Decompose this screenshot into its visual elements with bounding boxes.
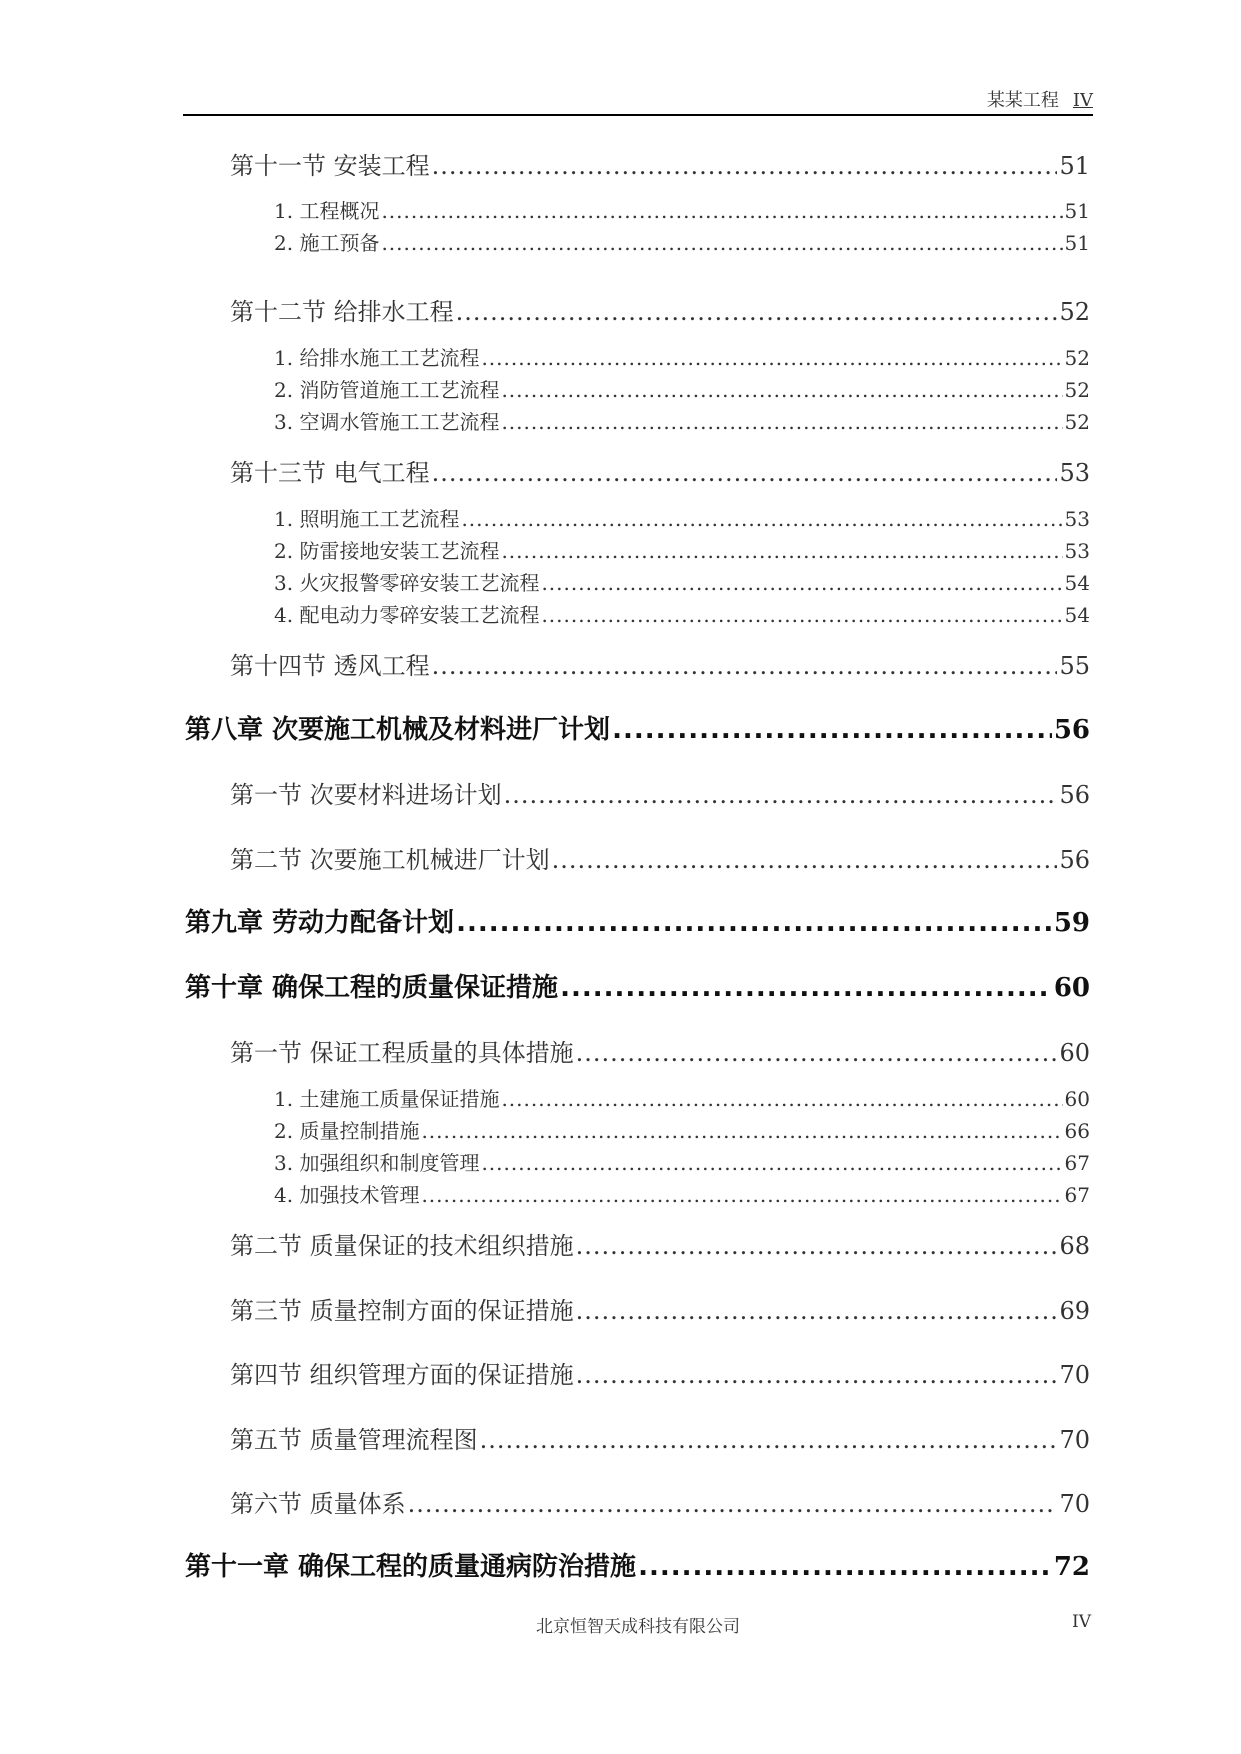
dot-leader xyxy=(456,298,1058,326)
toc-entry-title: 3. 加强组织和制度管理 xyxy=(274,1151,480,1175)
toc-entry-title: 第一节 次要材料进场计划 xyxy=(230,781,502,809)
toc-entry-page: 72 xyxy=(1053,1552,1090,1582)
toc-entry-page: 56 xyxy=(1059,781,1090,809)
dot-leader xyxy=(432,152,1058,180)
toc-entry-title: 2. 消防管道施工工艺流程 xyxy=(274,378,500,402)
toc-entry-item[interactable] xyxy=(274,599,1090,628)
dot-leader xyxy=(501,410,1062,434)
dot-leader xyxy=(432,459,1058,487)
toc-entry-section[interactable] xyxy=(230,775,1090,810)
dot-leader xyxy=(456,908,1052,938)
toc-entry-chapter[interactable] xyxy=(185,709,1090,746)
toc-entry-item[interactable] xyxy=(274,1147,1090,1176)
dot-leader xyxy=(552,846,1058,874)
toc-entry-page: 52 xyxy=(1064,410,1090,434)
toc-entry-section[interactable] xyxy=(230,453,1090,488)
toc-entry-item[interactable] xyxy=(274,342,1090,371)
toc-entry-title: 2. 防雷接地安装工艺流程 xyxy=(274,539,500,563)
toc-entry-item[interactable] xyxy=(274,1115,1090,1144)
toc-entry-item[interactable] xyxy=(274,503,1090,532)
toc-entry-page: 52 xyxy=(1064,346,1090,370)
dot-leader xyxy=(576,1039,1058,1067)
dot-leader xyxy=(576,1361,1058,1389)
dot-leader xyxy=(432,652,1058,680)
toc-entry-title: 4. 加强技术管理 xyxy=(274,1183,420,1207)
toc-entry-chapter[interactable] xyxy=(185,967,1090,1004)
toc-entry-title: 第六节 质量体系 xyxy=(230,1490,406,1518)
toc-entry-page: 70 xyxy=(1059,1490,1090,1518)
dot-leader xyxy=(504,781,1058,809)
toc-entry-page: 56 xyxy=(1053,715,1090,745)
toc-entry-page: 52 xyxy=(1059,298,1090,326)
dot-leader xyxy=(638,1552,1052,1582)
dot-leader xyxy=(408,1490,1058,1518)
dot-leader xyxy=(421,1183,1062,1207)
dot-leader xyxy=(481,1151,1062,1175)
toc-entry-page: 56 xyxy=(1059,846,1090,874)
toc-entry-page: 52 xyxy=(1064,378,1090,402)
toc-entry-page: 51 xyxy=(1064,231,1090,255)
toc-entry-section[interactable] xyxy=(230,1484,1090,1519)
toc-entry-title: 4. 配电动力零碎安装工艺流程 xyxy=(274,603,540,627)
toc-entry-title: 3. 空调水管施工工艺流程 xyxy=(274,410,500,434)
dot-leader xyxy=(501,378,1062,402)
footer-company: 北京恒智天成科技有限公司 xyxy=(536,1617,740,1637)
toc-entry-page: 60 xyxy=(1059,1039,1090,1067)
toc-entry-item[interactable] xyxy=(274,567,1090,596)
toc-entry-page: 60 xyxy=(1064,1087,1090,1111)
toc-entry-title: 1. 照明施工工艺流程 xyxy=(274,507,460,531)
toc-entry-section[interactable] xyxy=(230,1420,1090,1455)
toc-entry-page: 67 xyxy=(1064,1151,1090,1175)
toc-entry-section[interactable] xyxy=(230,1291,1090,1326)
toc-entry-page: 53 xyxy=(1064,507,1090,531)
toc-entry-chapter[interactable] xyxy=(185,902,1090,939)
toc-entry-title: 第四节 组织管理方面的保证措施 xyxy=(230,1361,574,1389)
toc-entry-page: 55 xyxy=(1059,652,1090,680)
toc-entry-section[interactable] xyxy=(230,292,1090,327)
header-project: 某某工程 xyxy=(986,90,1059,111)
toc-entry-item[interactable] xyxy=(274,227,1090,256)
toc-entry-page: 53 xyxy=(1064,539,1090,563)
dot-leader xyxy=(560,973,1052,1003)
toc-entry-page: 68 xyxy=(1059,1232,1090,1260)
dot-leader xyxy=(501,1087,1062,1111)
toc-entry-item[interactable] xyxy=(274,195,1090,224)
toc-entry-section[interactable] xyxy=(230,1355,1090,1390)
toc-entry-title: 第十四节 透风工程 xyxy=(230,652,430,680)
toc-entry-item[interactable] xyxy=(274,406,1090,435)
toc-entry-page: 59 xyxy=(1053,908,1090,938)
header-page-number: IV xyxy=(1072,90,1093,111)
dot-leader xyxy=(612,715,1052,745)
dot-leader xyxy=(541,603,1062,627)
dot-leader xyxy=(381,199,1062,223)
toc-entry-page: 69 xyxy=(1059,1297,1090,1325)
toc-entry-title: 2. 质量控制措施 xyxy=(274,1119,420,1143)
toc-entry-title: 1. 土建施工质量保证措施 xyxy=(274,1087,500,1111)
toc-entry-title: 第二节 次要施工机械进厂计划 xyxy=(230,846,550,874)
dot-leader xyxy=(421,1119,1062,1143)
toc-entry-section[interactable] xyxy=(230,1226,1090,1261)
page-footer xyxy=(183,1612,1093,1642)
toc-entry-chapter[interactable] xyxy=(185,1546,1090,1583)
toc-entry-page: 66 xyxy=(1064,1119,1090,1143)
toc-entry-page: 70 xyxy=(1059,1361,1090,1389)
toc-entry-title: 第十二节 给排水工程 xyxy=(230,298,454,326)
toc-entry-title: 3. 火灾报警零碎安装工艺流程 xyxy=(274,571,540,595)
dot-leader xyxy=(541,571,1062,595)
toc-entry-title: 2. 施工预备 xyxy=(274,231,380,255)
toc-entry-title: 第九章 劳动力配备计划 xyxy=(185,908,455,938)
toc-entry-section[interactable] xyxy=(230,840,1090,875)
toc-entry-section[interactable] xyxy=(230,1033,1090,1068)
dot-leader xyxy=(501,539,1062,563)
toc-entry-page: 70 xyxy=(1059,1426,1090,1454)
toc-entry-item[interactable] xyxy=(274,1179,1090,1208)
toc-entry-page: 54 xyxy=(1064,571,1090,595)
toc-entry-page: 67 xyxy=(1064,1183,1090,1207)
footer-page-number: IV xyxy=(1072,1612,1091,1632)
toc-entry-title: 第十一章 确保工程的质量通病防治措施 xyxy=(185,1552,637,1582)
dot-leader xyxy=(461,507,1062,531)
dot-leader xyxy=(381,231,1062,255)
toc-entry-title: 1. 工程概况 xyxy=(274,199,380,223)
toc-entry-title: 第十三节 电气工程 xyxy=(230,459,430,487)
toc-entry-page: 54 xyxy=(1064,603,1090,627)
dot-leader xyxy=(576,1232,1058,1260)
toc-entry-title: 第二节 质量保证的技术组织措施 xyxy=(230,1232,574,1260)
toc-entry-title: 第三节 质量控制方面的保证措施 xyxy=(230,1297,574,1325)
toc-entry-item[interactable] xyxy=(274,1083,1090,1112)
toc-entry-title: 第八章 次要施工机械及材料进厂计划 xyxy=(185,715,611,745)
toc-entry-item[interactable] xyxy=(274,535,1090,564)
toc-entry-item[interactable] xyxy=(274,374,1090,403)
toc-entry-title: 第十章 确保工程的质量保证措施 xyxy=(185,973,559,1003)
toc-entry-page: 51 xyxy=(1059,152,1090,180)
dot-leader xyxy=(480,1426,1058,1454)
dot-leader xyxy=(576,1297,1058,1325)
toc-entry-title: 第十一节 安装工程 xyxy=(230,152,430,180)
toc-entry-title: 第五节 质量管理流程图 xyxy=(230,1426,478,1454)
toc-entry-section[interactable] xyxy=(230,146,1090,181)
toc-entry-section[interactable] xyxy=(230,646,1090,681)
dot-leader xyxy=(481,346,1062,370)
toc-entry-title: 1. 给排水施工工艺流程 xyxy=(274,346,480,370)
toc-entry-title: 第一节 保证工程质量的具体措施 xyxy=(230,1039,574,1067)
toc-entry-page: 60 xyxy=(1053,973,1090,1003)
toc-entry-page: 53 xyxy=(1059,459,1090,487)
toc-entry-page: 51 xyxy=(1064,199,1090,223)
